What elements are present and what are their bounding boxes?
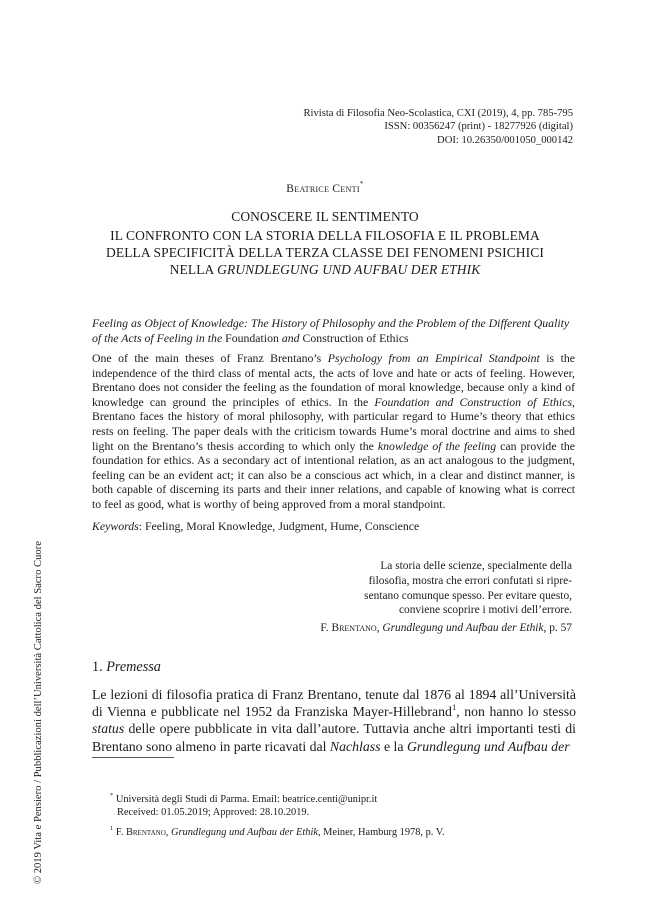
- subtitle-line-2: DELLA SPECIFICITÀ DELLA TERZA CLASSE DEI FENOMENI PSICHICI: [106, 245, 544, 260]
- body-text: , non hanno lo stesso: [456, 704, 576, 720]
- footnote-dates: Received: 01.05.2019; Approved: 28.10.2019.: [117, 807, 310, 819]
- footnote-marker: 1: [110, 824, 114, 832]
- footnote-rest: , Meiner, Hamburg 1978, p. V.: [317, 827, 445, 838]
- footnote-sep: ,: [165, 827, 171, 838]
- epigraph-source: [242, 621, 572, 636]
- subtitle-italic: GRUNDLEGUNG UND AUFBAU DER ETHIK: [217, 262, 481, 277]
- body-italic: Grundlegung und Aufbau der: [406, 738, 570, 754]
- english-title-and: and: [278, 331, 303, 345]
- section-title: Premessa: [106, 659, 161, 675]
- english-title: [92, 316, 575, 346]
- footnote-author-name: F. Brentano: [113, 827, 166, 838]
- main-title: CONOSCERE IL SENTIMENTO: [231, 209, 419, 224]
- keywords-label: Keywords: [92, 519, 139, 533]
- abstract-italic: Foundation and Construction of Ethics: [374, 394, 573, 409]
- epigraph-work: Grundlegung und Aufbau der Ethik: [382, 622, 544, 634]
- epigraph-line: conviene scoprire i motivi dell’errore.: [398, 604, 572, 617]
- abstract-text: can provide the foundation for ethics. As a secondary act of intentional relation, as an act analogous to the judgment, feeling can be an evident act; it can also be a conscious act which, in a clear and distinct manner, is both capable of discerning its parts and their inner relations, and capable of knowing what is correct to feel as good, what is worthy of being approved from a moral standpoint.: [92, 438, 575, 511]
- copyright-strip: © 2019 Vita e Pensiero / Pubblicazioni dell’Università Cattolica del Sacro Cuore: [33, 541, 44, 884]
- doi-info: DOI: 10.26350/001050_000142: [437, 134, 573, 146]
- subtitle-line-3: [60, 261, 590, 278]
- article-title: [60, 208, 590, 278]
- footnote-author: [110, 793, 580, 820]
- body-text: e la: [380, 738, 407, 754]
- author-name: Beatrice Centi: [286, 183, 360, 195]
- footnote-reference: 1: [451, 701, 457, 712]
- abstract-text: One of the main theses of Franz Brentano’s: [92, 351, 328, 365]
- epigraph: [272, 559, 572, 618]
- body-text: Le lezioni di filosofia pratica di Franz Brentano, tenute dal 1876 al 1894 all’Università di Vienna e pubblicate nel 1952 da Franziska Mayer-Hillebrand: [92, 687, 576, 720]
- footnote-affiliation: Università degli Studi di Parma. Email: beatrice.centi@unipr.it: [113, 794, 378, 805]
- abstract-italic: knowledge of the feeling: [377, 438, 497, 453]
- abstract-italic: Psychology from an Empirical Standpoint: [327, 351, 540, 365]
- footnote-rule: [92, 757, 174, 758]
- epigraph-author: F. Brentano: [320, 622, 377, 634]
- author-footnote-marker: *: [359, 180, 364, 189]
- footnote-1: [110, 826, 580, 839]
- epigraph-line: La storia delle scienze, specialmente della: [380, 560, 572, 572]
- subtitle-line-1: IL CONFRONTO CON LA STORIA DELLA FILOSOFIA E IL PROBLEMA: [110, 228, 540, 243]
- english-title-roman-2: Construction of Ethics: [302, 331, 409, 345]
- epigraph-page: , p. 57: [543, 622, 572, 634]
- body-paragraph: [92, 686, 576, 755]
- journal-info: Rivista di Filosofia Neo-Scolastica, CXI (2019), 4, pp. 785-795: [303, 108, 573, 119]
- english-title-roman-1: Foundation: [222, 331, 279, 345]
- journal-citation: [193, 107, 573, 147]
- author-line: [0, 180, 650, 195]
- body-italic: status: [92, 721, 125, 737]
- section-number: 1.: [92, 659, 107, 675]
- body-text: delle opere pubblicate in vita dall’autore. Tuttavia anche altri importanti testi di Brentano sono almeno in parte ricavati dal: [92, 721, 576, 754]
- keywords-text: : Feeling, Moral Knowledge, Judgment, Hume, Conscience: [138, 519, 420, 533]
- abstract-text: is the independence of the third class of mental acts, the acts of love and hate or acts of feeling. However, Brentano does not consider the feeling as the foundation of moral knowledge, because only a kind of knowledge can ground the principles of ethics. In the: [92, 351, 576, 409]
- epigraph-sep: ,: [376, 622, 383, 634]
- footnote-work: Grundlegung und Aufbau der Ethik: [170, 827, 318, 838]
- keywords: [92, 519, 575, 534]
- epigraph-line: sentano comunque spesso. Per evitare questo,: [364, 589, 572, 602]
- section-heading: [92, 659, 161, 676]
- abstract-text: , Brentano faces the history of moral philosophy, with particular regard to Hume’s theory that ethics rests on feeling. The paper deals with the criticism towards Hume’s moral doctrine and aims to shed light on the Brentano’s thesis according to which only the: [92, 394, 575, 453]
- epigraph-line: filosofia, mostra che errori confutati si ripre-: [368, 574, 572, 587]
- footnote-marker: *: [110, 791, 114, 799]
- issn-info: ISSN: 00356247 (print) - 18277926 (digital): [384, 121, 573, 133]
- subtitle-prefix: NELLA: [169, 262, 218, 277]
- body-italic: Nachlass: [329, 738, 381, 754]
- english-title-italic: Feeling as Object of Knowledge: The History of Philosophy and the Problem of the Different Quality of the Acts of Feeling in the: [92, 316, 570, 345]
- abstract: [92, 351, 575, 512]
